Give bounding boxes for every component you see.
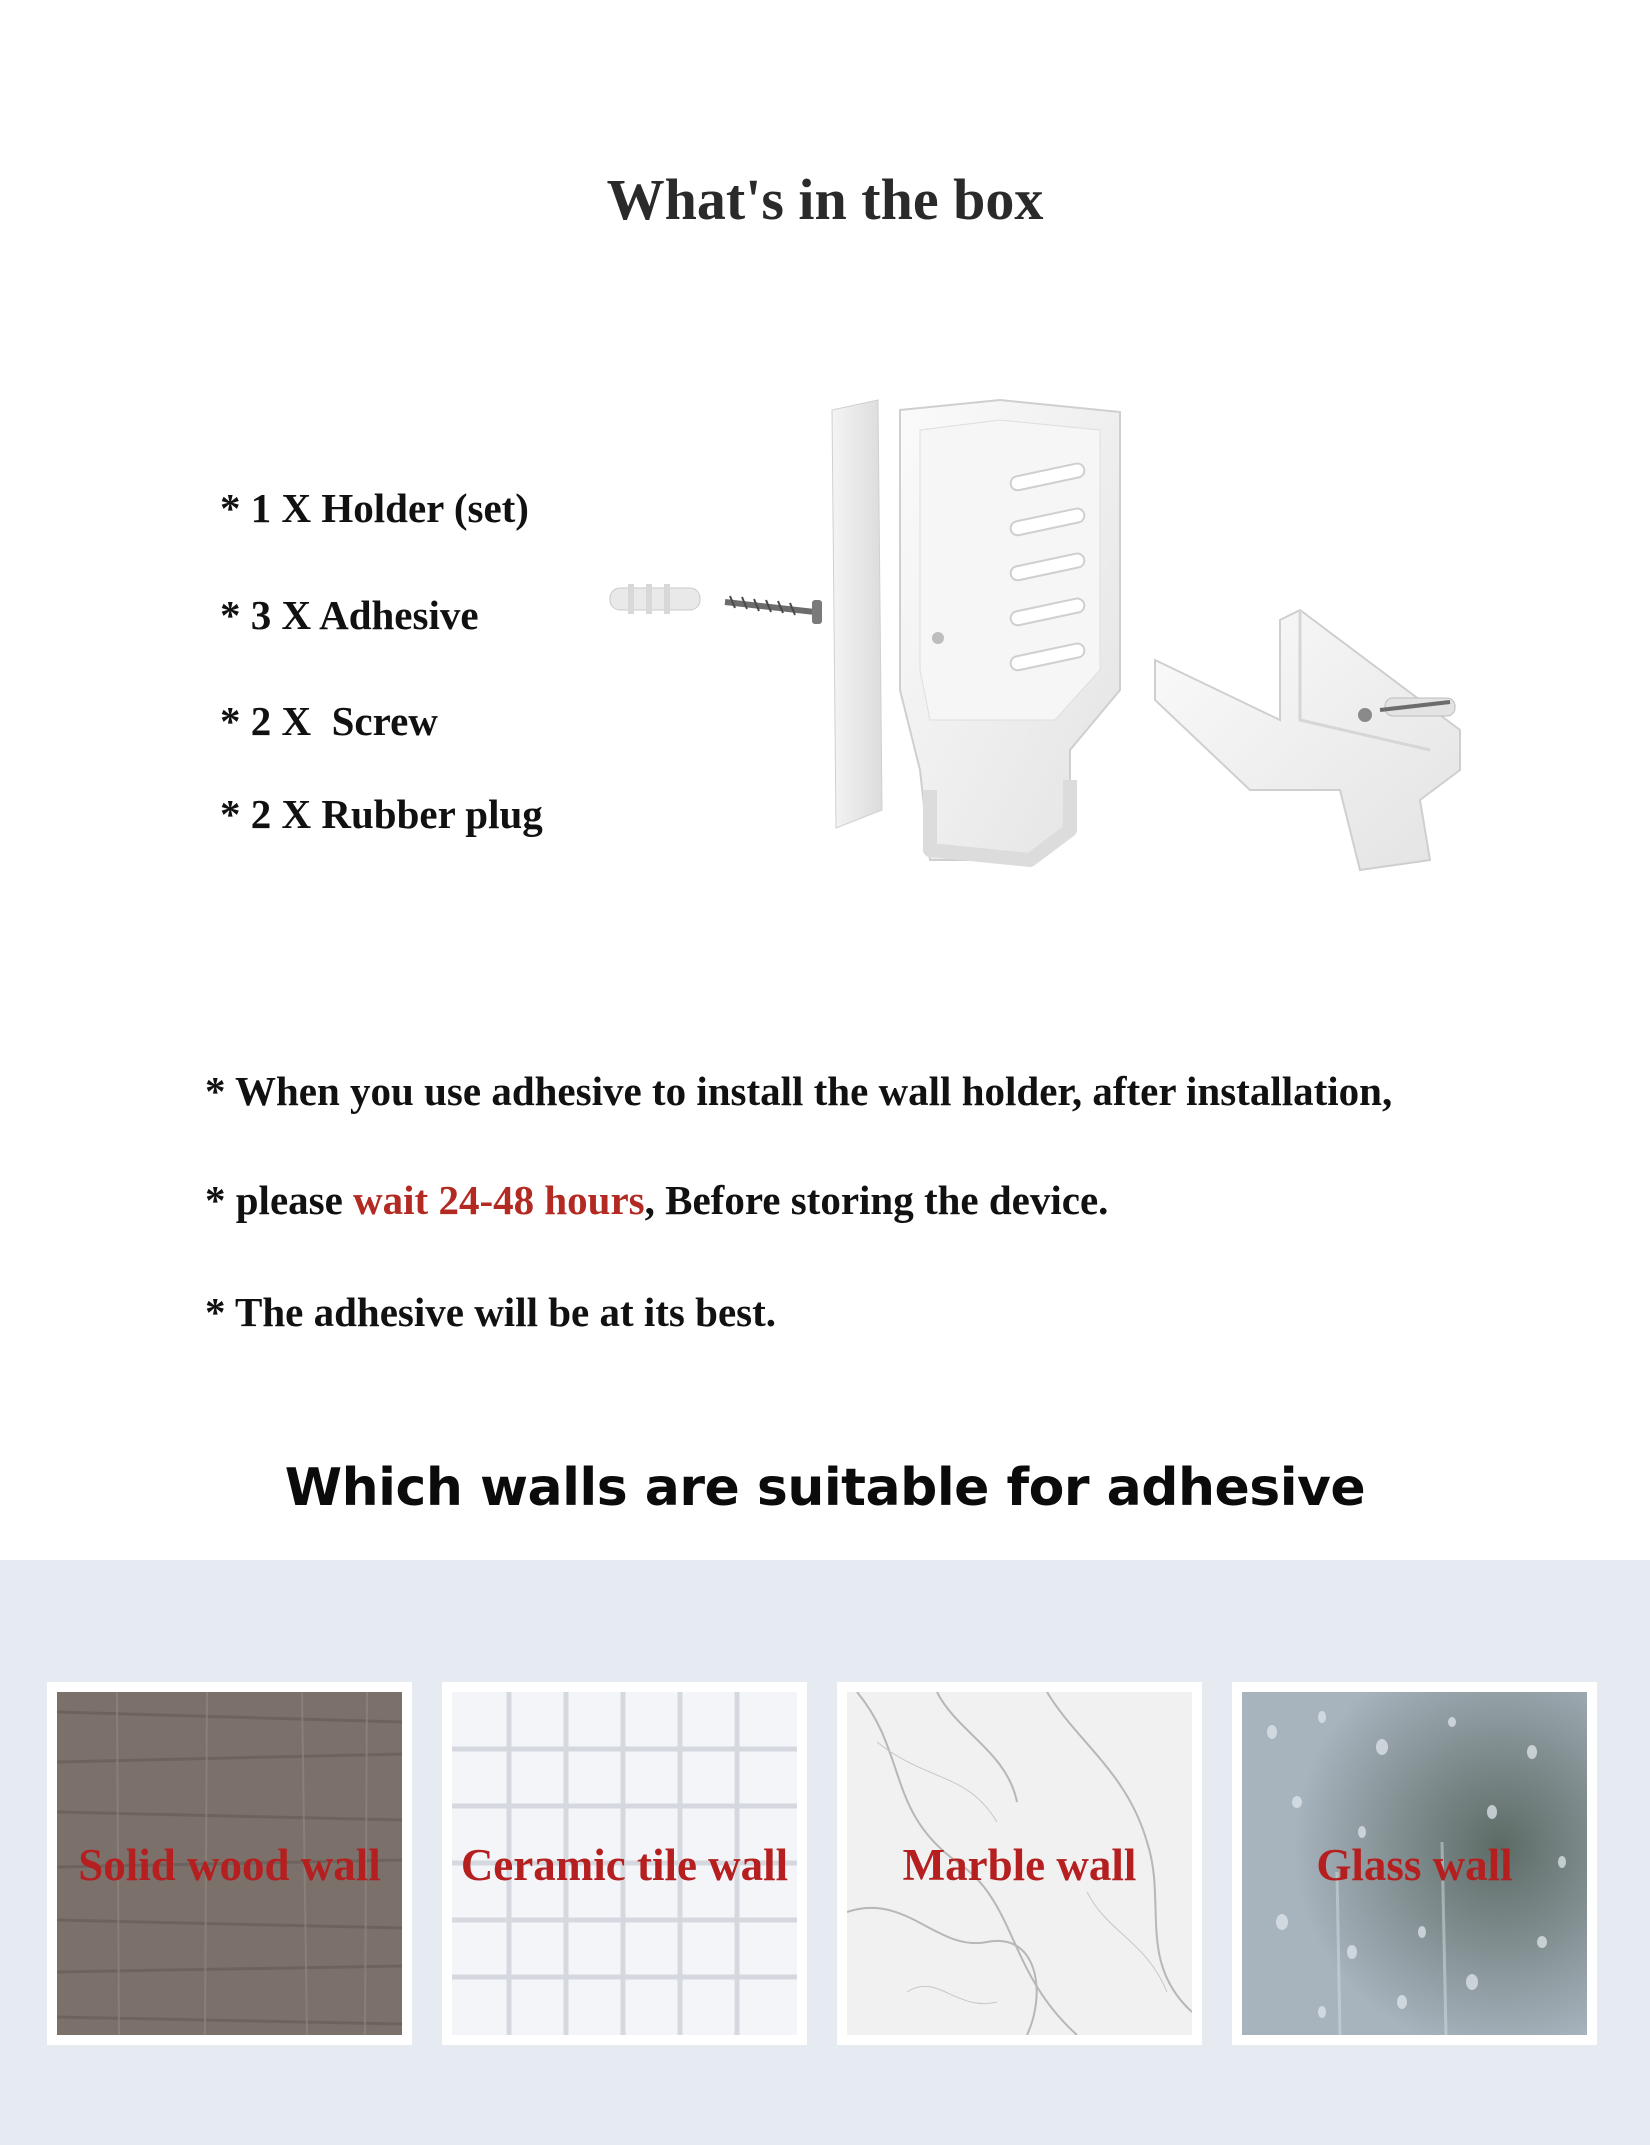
box-item-holder: * 1 X Holder (set): [220, 485, 529, 531]
note-highlight: wait 24-48 hours: [353, 1177, 645, 1223]
wall-holder-product-image: [600, 390, 1500, 955]
note-line-2: [205, 1172, 1108, 1228]
page-title: What's in the box: [606, 167, 1044, 232]
wall-card-wood: [47, 1682, 412, 2045]
walls-section-title: Which walls are suitable for adhesive: [284, 1458, 1366, 1518]
wall-card-marble: [837, 1682, 1202, 2045]
marble-texture: [847, 1692, 1192, 2035]
wall-label-glass: Glass wall: [1316, 1840, 1513, 1890]
note-line-1: * When you use adhesive to install the wall holder, after installation,: [205, 1068, 1393, 1114]
wood-texture: [57, 1692, 402, 2035]
note-line-2-start: * please: [205, 1177, 354, 1223]
glass-rain-texture: [1242, 1692, 1587, 2035]
wall-card-ceramic: [442, 1682, 807, 2045]
wall-card-glass: [1232, 1682, 1597, 2045]
box-item-screw: * 2 X Screw: [220, 698, 438, 744]
note-line-3: * The adhesive will be at its best.: [205, 1289, 776, 1335]
box-item-adhesive: * 3 X Adhesive: [220, 592, 479, 638]
screw-icon-right: [1380, 698, 1455, 716]
note-line-2-end: , Before storing the device.: [644, 1177, 1109, 1223]
screw-icon: [725, 596, 822, 624]
box-item-rubber-plug: * 2 X Rubber plug: [220, 791, 543, 837]
ceramic-tile-texture: [452, 1692, 797, 2035]
wall-label-wood: Solid wood wall: [78, 1840, 381, 1890]
wall-label-ceramic: Ceramic tile wall: [460, 1840, 789, 1890]
wall-label-marble: Marble wall: [902, 1840, 1137, 1890]
rubber-plug-icon: [610, 584, 700, 614]
